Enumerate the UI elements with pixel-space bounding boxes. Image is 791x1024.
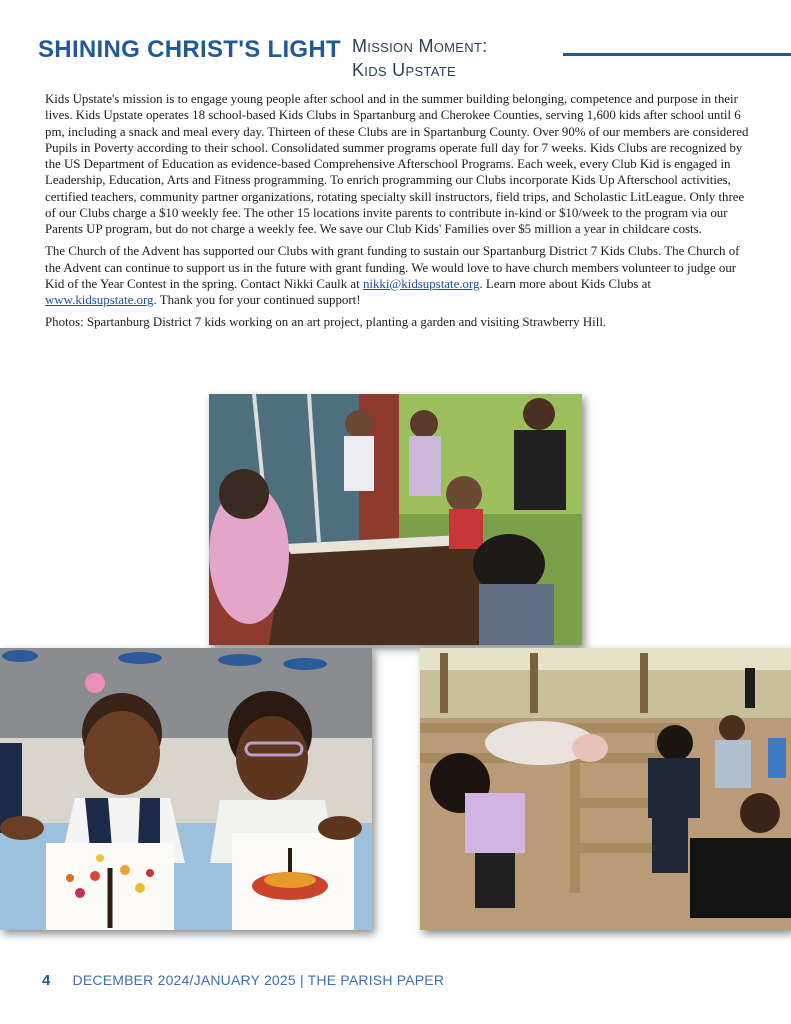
subtitle-line-2: Kids Upstate: [352, 60, 456, 80]
support-text-2: . Learn more about Kids Clubs at: [479, 276, 651, 291]
paragraph-mission: Kids Upstate's mission is to engage young people after school and in the summer building belonging, competence and purpose in their lives. Kids Upstate operates 18 school-based Kids Clubs in Spartanburg and Cherokee Counties, serving 1,600 kids after school until 6 pm, including a snack and meal every day. Thirteen of these Clubs are in Spartanburg County. Over 90% of our members are considered Pupils in Poverty according to their school. Consolidated summer programs operate full day for 7 weeks. Kids Clubs are recognized by the US Department of Education as evidence-based Comprehensive Afterschool Programs. Each week, every Club Kid is engaged in Leadership, Education, Arts and Fitness programming. To enrich programming our Clubs incorporate Kids Up Afterschool activities, certified teachers, community partner organizations, rotating specialty skill instructors, field trips, and Scholastic LitLeague. Only three of our Clubs charge a $10 weekly fee. The other 15 locations invite parents to contribute in-kind or $10/week to the program via our Parents UP program, but do not charge a weekly fee. We save our Club Kids' Families over $5 million a year in childcare costs.: [45, 92, 749, 236]
photo-strawberry-hill: [420, 648, 791, 930]
section-subtitle: [352, 34, 552, 82]
photo-art-project: [0, 648, 372, 930]
website-link[interactable]: www.kidsupstate.org: [45, 293, 154, 307]
photo-garden: [209, 394, 582, 645]
page-footer: [42, 972, 444, 989]
paragraph-support: [45, 243, 753, 308]
support-text: The Church of the Advent has supported our Clubs with grant funding to sustain our Spartanburg District 7 Kids Clubs. The Church of the Advent can continue to support us in the future with grant funding. We would love to have church members volunteer to judge our Kid of the Year Contest in the spring. Contact Nikki Caulk at: [45, 244, 740, 291]
issue-label: DECEMBER 2024/JANUARY 2025 | THE PARISH PAPER: [72, 972, 445, 988]
email-link[interactable]: nikki@kidsupstate.org: [362, 276, 480, 291]
page-title: SHINING CHRIST'S LIGHT: [38, 36, 341, 63]
page-number: 4: [42, 972, 51, 989]
header-divider: [563, 53, 791, 56]
subtitle-line-1: Mission Moment:: [352, 36, 488, 56]
article-body: [45, 91, 753, 337]
photo-caption: Photos: Spartanburg District 7 kids working on an art project, planting a garden and visiting Strawberry Hill.: [45, 315, 607, 330]
support-text-3: . Thank you for your continued support!: [153, 293, 361, 307]
